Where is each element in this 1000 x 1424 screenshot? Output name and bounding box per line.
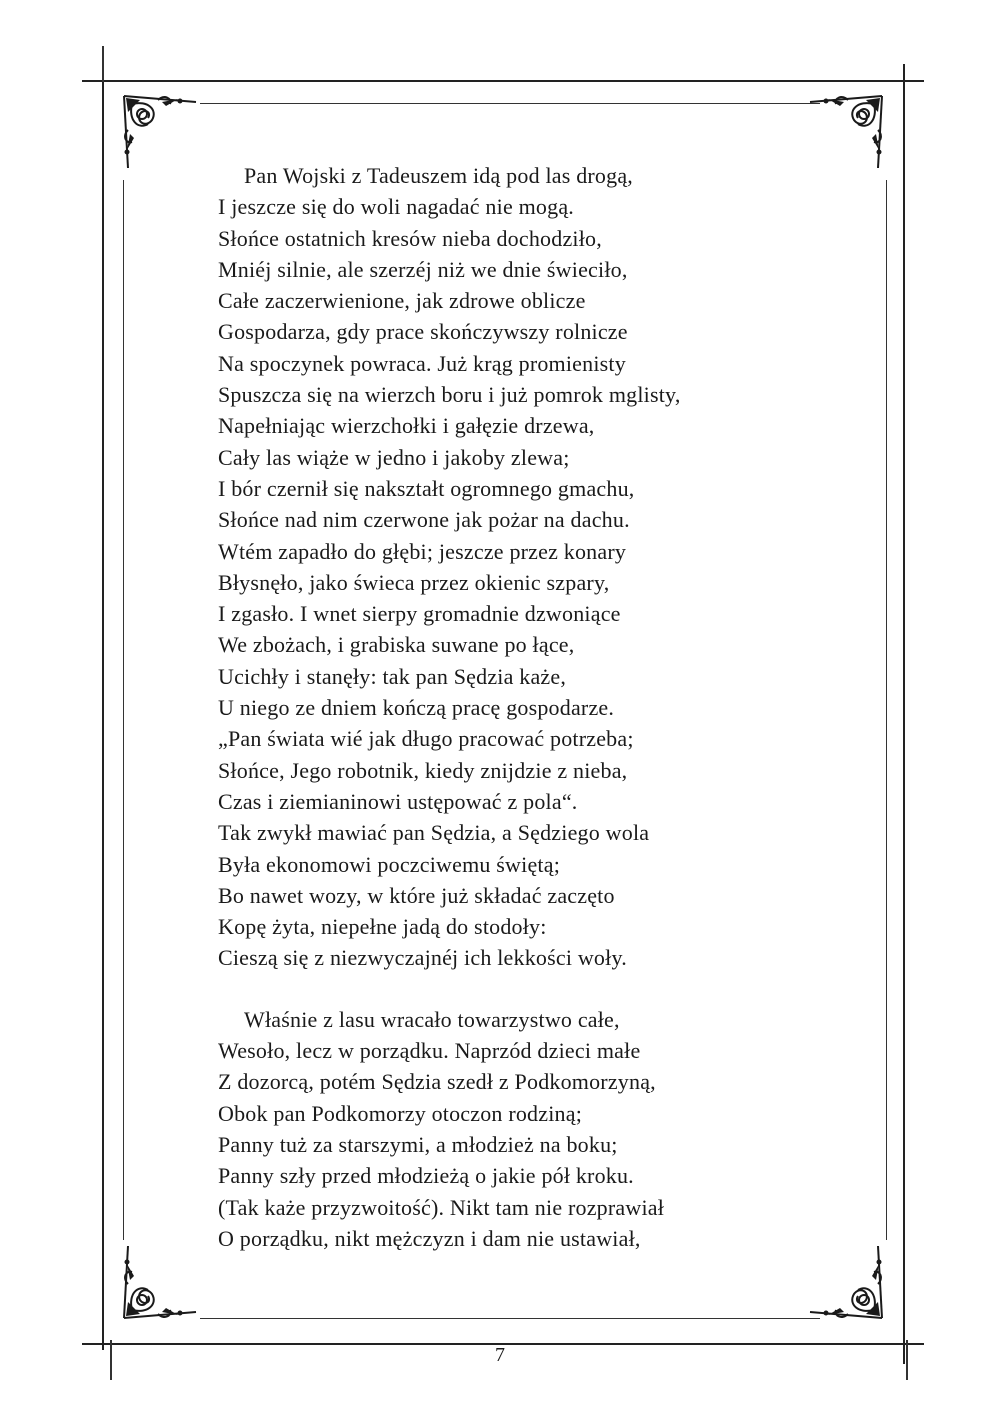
frame-stub-top-left	[102, 46, 104, 82]
verse-line: Spuszcza się na wierzch boru i już pomrok mglisty,	[218, 382, 681, 408]
inner-frame-right	[886, 180, 887, 1240]
corner-ornament-top-left-icon	[118, 90, 198, 170]
corner-ornament-bottom-left-icon	[118, 1244, 198, 1324]
verse-line: I jeszcze się do woli nagadać nie mogą.	[218, 194, 574, 220]
verse-line: Bo nawet wozy, w które już składać zaczęto	[218, 882, 615, 908]
corner-ornament-bottom-right-icon	[808, 1244, 888, 1324]
verse-line: Pan Wojski z Tadeuszem idą pod las drogą,	[244, 163, 633, 188]
verse-line: We zbożach, i grabiska suwane po łące,	[218, 632, 575, 658]
inner-frame-top	[200, 103, 820, 104]
verse-line: Kopę żyta, niepełne jadą do stodoły:	[218, 914, 547, 940]
verse-line: O porządku, nikt mężczyzn i dam nie ustawiał,	[218, 1225, 641, 1251]
verse-line: „Pan świata wié jak długo pracować potrzeba;	[218, 726, 634, 752]
stanza-1	[218, 160, 818, 974]
verse-line: Gospodarza, gdy prace skończywszy rolnicze	[218, 319, 628, 345]
verse-line: I zgasło. I wnet sierpy gromadnie dzwoniące	[218, 601, 621, 627]
inner-frame-bottom	[200, 1318, 820, 1319]
verse-line: Napełniając wierzchołki i gałęzie drzewa,	[218, 413, 595, 439]
verse-line: Całe zaczerwienione, jak zdrowe oblicze	[218, 288, 586, 314]
frame-right-rule	[903, 64, 905, 1364]
verse-line: Słońce, Jego robotnik, kiedy znijdzie z nieba,	[218, 757, 628, 783]
corner-ornament-top-right-icon	[808, 90, 888, 170]
verse-line: Panny szły przed młodzieżą o jakie pół kroku.	[218, 1163, 634, 1189]
poem-text	[218, 160, 818, 1254]
verse-line: Cieszą się z niezwyczajnéj ich lekkości woły.	[218, 945, 627, 971]
verse-line: Na spoczynek powraca. Już krąg promienisty	[218, 350, 626, 376]
verse-line: I bór czernił się nakształt ogromnego gmachu,	[218, 475, 635, 501]
page-number: 7	[495, 1344, 505, 1366]
verse-line: Ucichły i stanęły: tak pan Sędzia każe,	[218, 663, 567, 689]
verse-line: Słońce nad nim czerwone jak pożar na dachu.	[218, 507, 630, 533]
verse-line: Była ekonomowi poczciwemu świętą;	[218, 851, 561, 877]
verse-line: Wtém zapadło do głębi; jeszcze przez konary	[218, 538, 627, 564]
verse-line: (Tak każe przyzwoitość). Nikt tam nie rozprawiał	[218, 1194, 665, 1220]
frame-left-rule	[102, 80, 104, 1350]
stanza-2	[218, 1004, 818, 1254]
verse-line: Błysnęło, jako świeca przez okienic szpary,	[218, 569, 610, 595]
verse-line: Z dozorcą, potém Sędzia szedł z Podkomorzyną,	[218, 1069, 656, 1095]
verse-line: Czas i ziemianinowi ustępować z pola“.	[218, 788, 578, 814]
verse-line: Wesoło, lecz w porządku. Naprzód dzieci małe	[218, 1038, 641, 1064]
verse-line: Mniéj silnie, ale szerzéj niż we dnie świeciło,	[218, 256, 628, 282]
inner-frame-left	[123, 180, 124, 1240]
verse-line: Panny tuż za starszymi, a młodzież na boku;	[218, 1131, 618, 1157]
verse-line: Cały las wiąże w jedno i jakoby zlewa;	[218, 444, 570, 470]
frame-top-rule	[82, 80, 924, 82]
verse-line: Obok pan Podkomorzy otoczon rodziną;	[218, 1100, 583, 1126]
verse-line: Słońce ostatnich kresów nieba dochodziło,	[218, 225, 602, 251]
verse-line: Tak zwykł mawiać pan Sędzia, a Sędziego wola	[218, 820, 650, 846]
verse-line: Właśnie z lasu wracało towarzystwo całe,	[244, 1006, 620, 1032]
verse-line: U niego ze dniem kończą pracę gospodarze.	[218, 695, 615, 721]
